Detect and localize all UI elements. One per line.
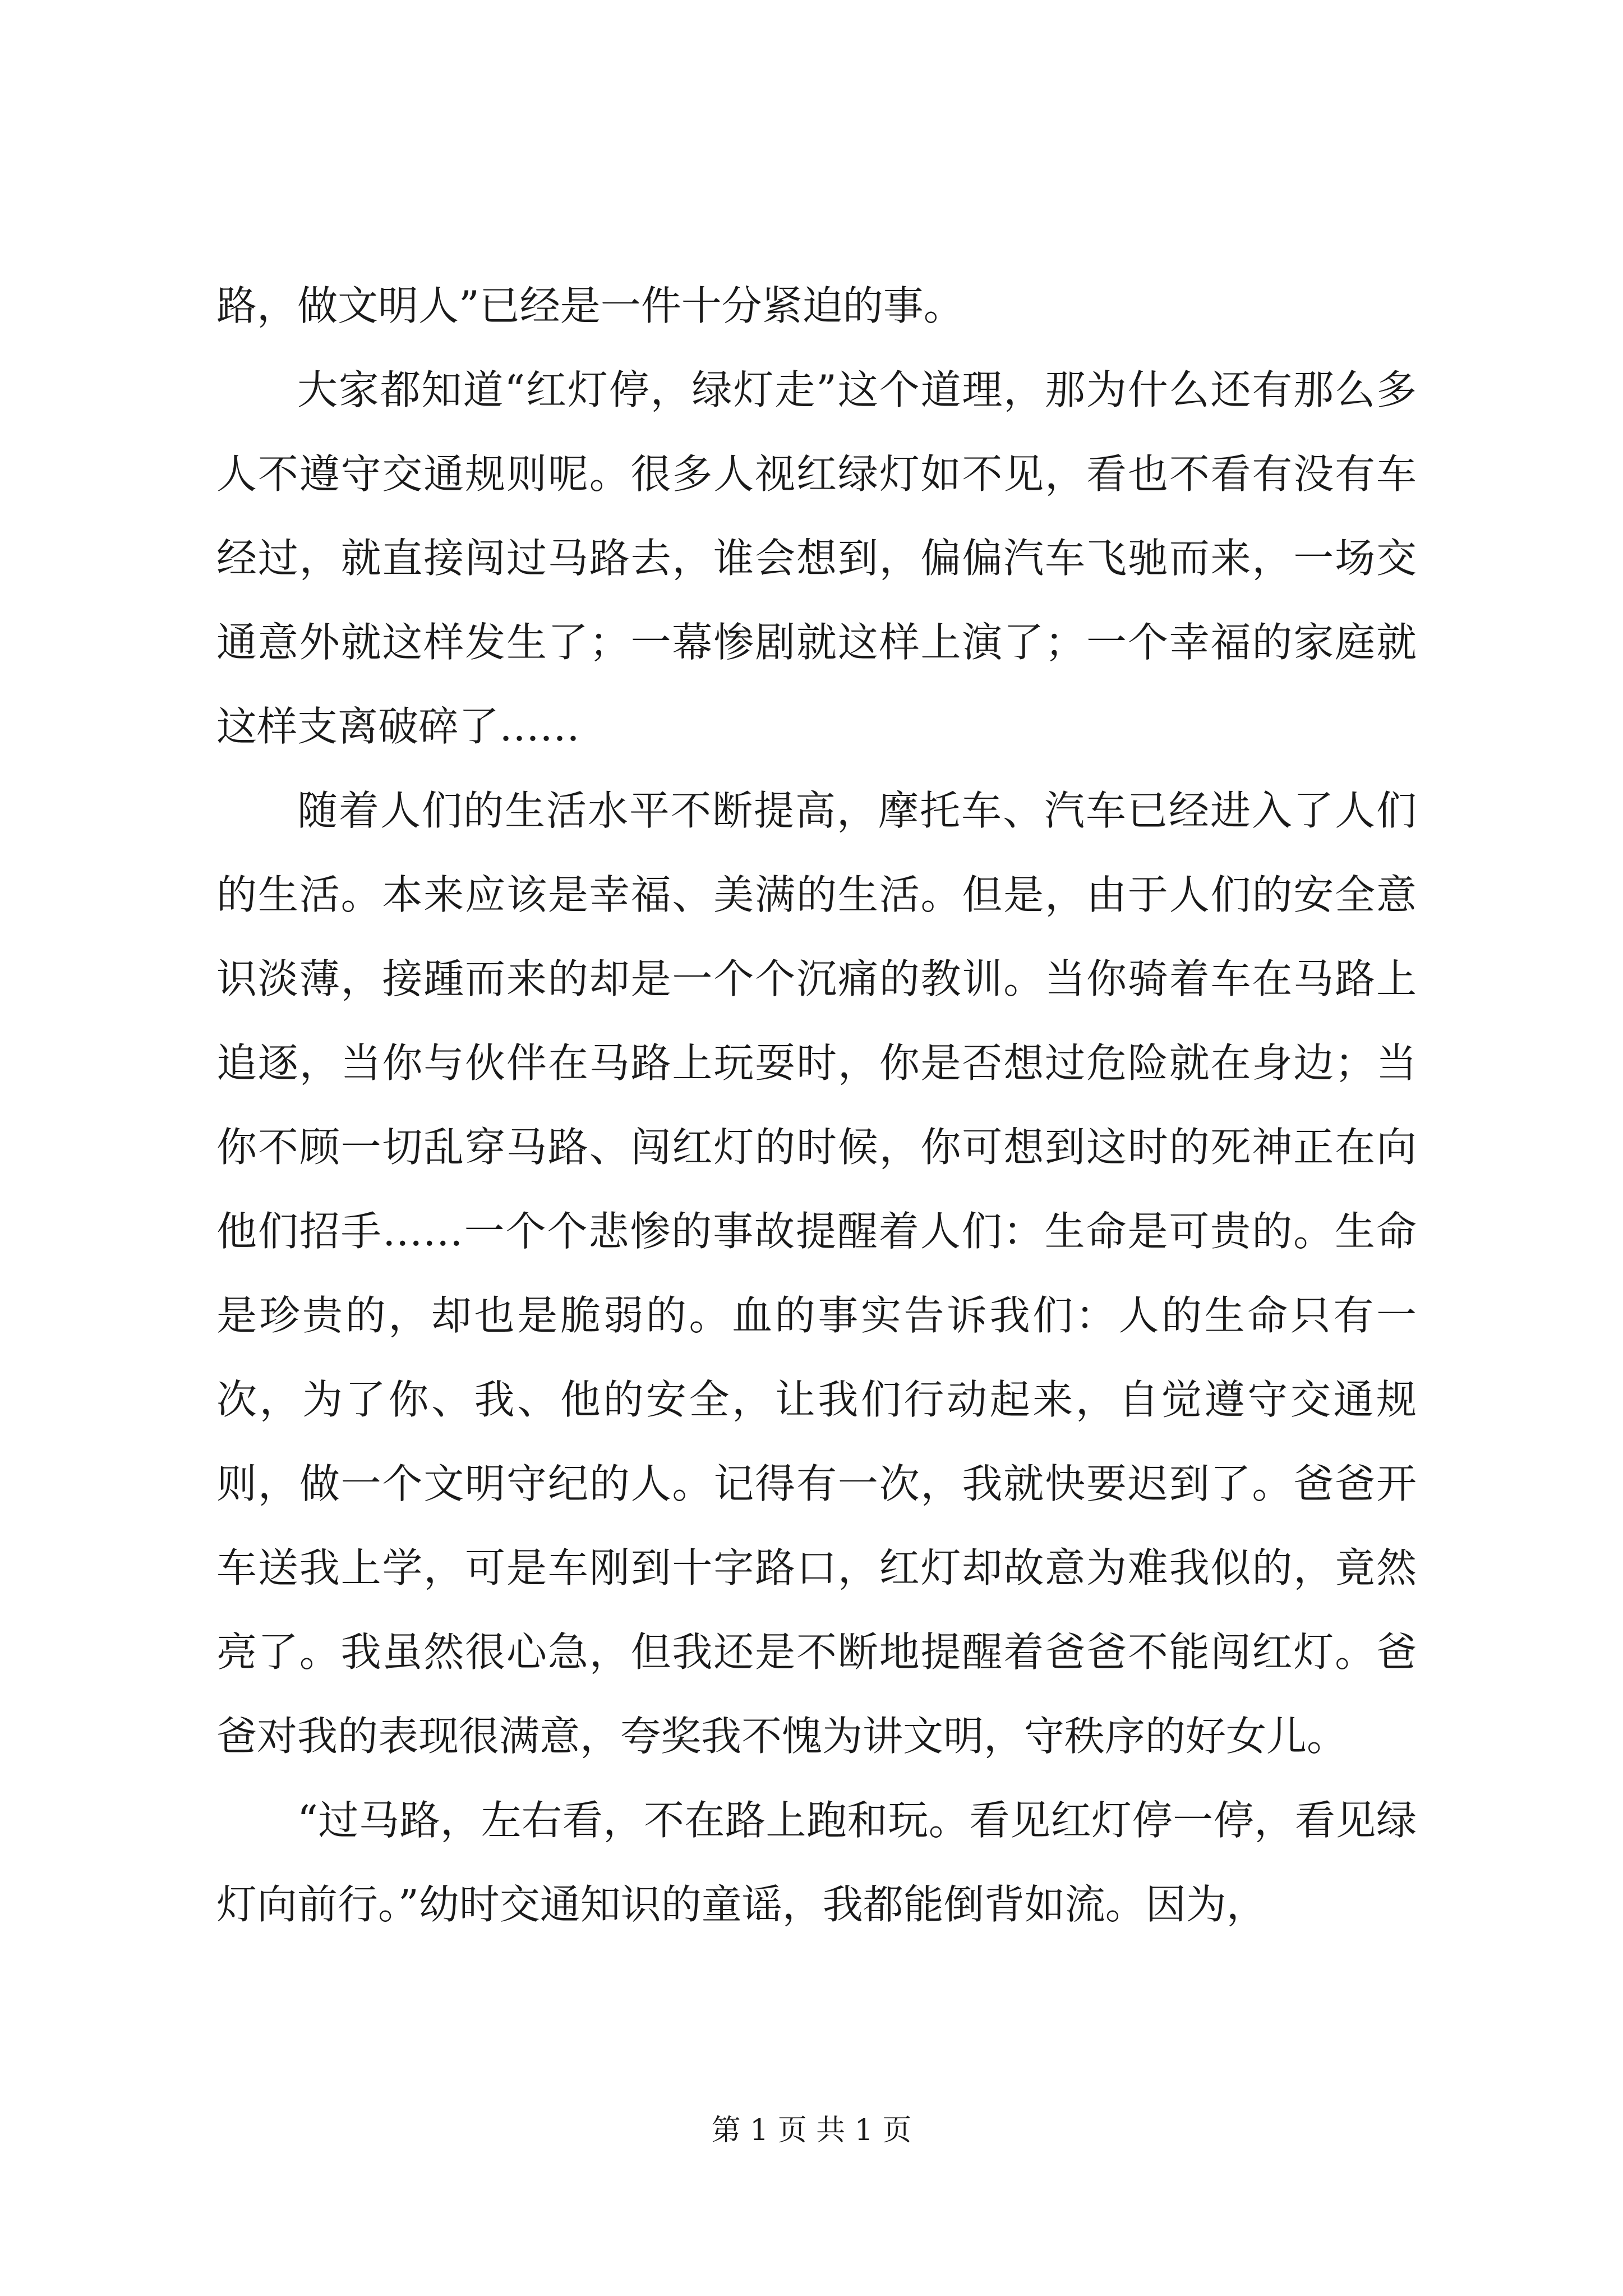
page-number-footer: 第 1 页 共 1 页 <box>711 2114 912 2147</box>
paragraph-continuation: 路，做文明人”已经是一件十分紧迫的事。 <box>216 282 964 329</box>
paragraph-nursery-rhyme: “过马路，左右看，不在路上跑和玩。看见红灯停一停，看见绿灯向前行。”幼时交通知识的童谣，我都能倒背如流。因为， <box>216 1797 1417 1928</box>
paragraph-traffic-lights: 大家都知道“红灯停，绿灯走”这个道理，那为什么还有那么多人不遵守交通规则呢。很多人视红绿灯如不见，看也不看有没有车经过，就直接闯过马路去，谁会想到，偏偏汽车飞驰而来，一场交通意外就这样发生了；一幕惨剧就这样上演了；一个幸福的家庭就这样支离破碎了…… <box>216 366 1417 750</box>
paragraph-safety-awareness: 随着人们的生活水平不断提高，摩托车、汽车已经进入了人们的生活。本来应该是幸福、美满的生活。但是，由于人们的安全意识淡薄，接踵而来的却是一个个沉痛的教训。当你骑着车在马路上追逐，当你与伙伴在马路上玩耍时，你是否想过危险就在身边；当你不顾一切乱穿马路、闯红灯的时候，你可想到这时的死神正在向他们招手……一个个悲惨的事故提醒着人们：生命是可贵的。生命是珍贵的，却也是脆弱的。血的事实告诉我们：人的生命只有一次，为了你、我、他的安全，让我们行动起来，自觉遵守交通规则，做一个文明守纪的人。记得有一次，我就快要迟到了。爸爸开车送我上学，可是车刚到十字路口，红灯却故意为难我似的，竟然亮了。我虽然很心急，但我还是不断地提醒着爸爸不能闯红灯。爸爸对我的表现很满意，夸奖我不愧为讲文明，守秩序的好女儿。 <box>216 787 1417 1760</box>
document-body <box>216 264 1417 1947</box>
